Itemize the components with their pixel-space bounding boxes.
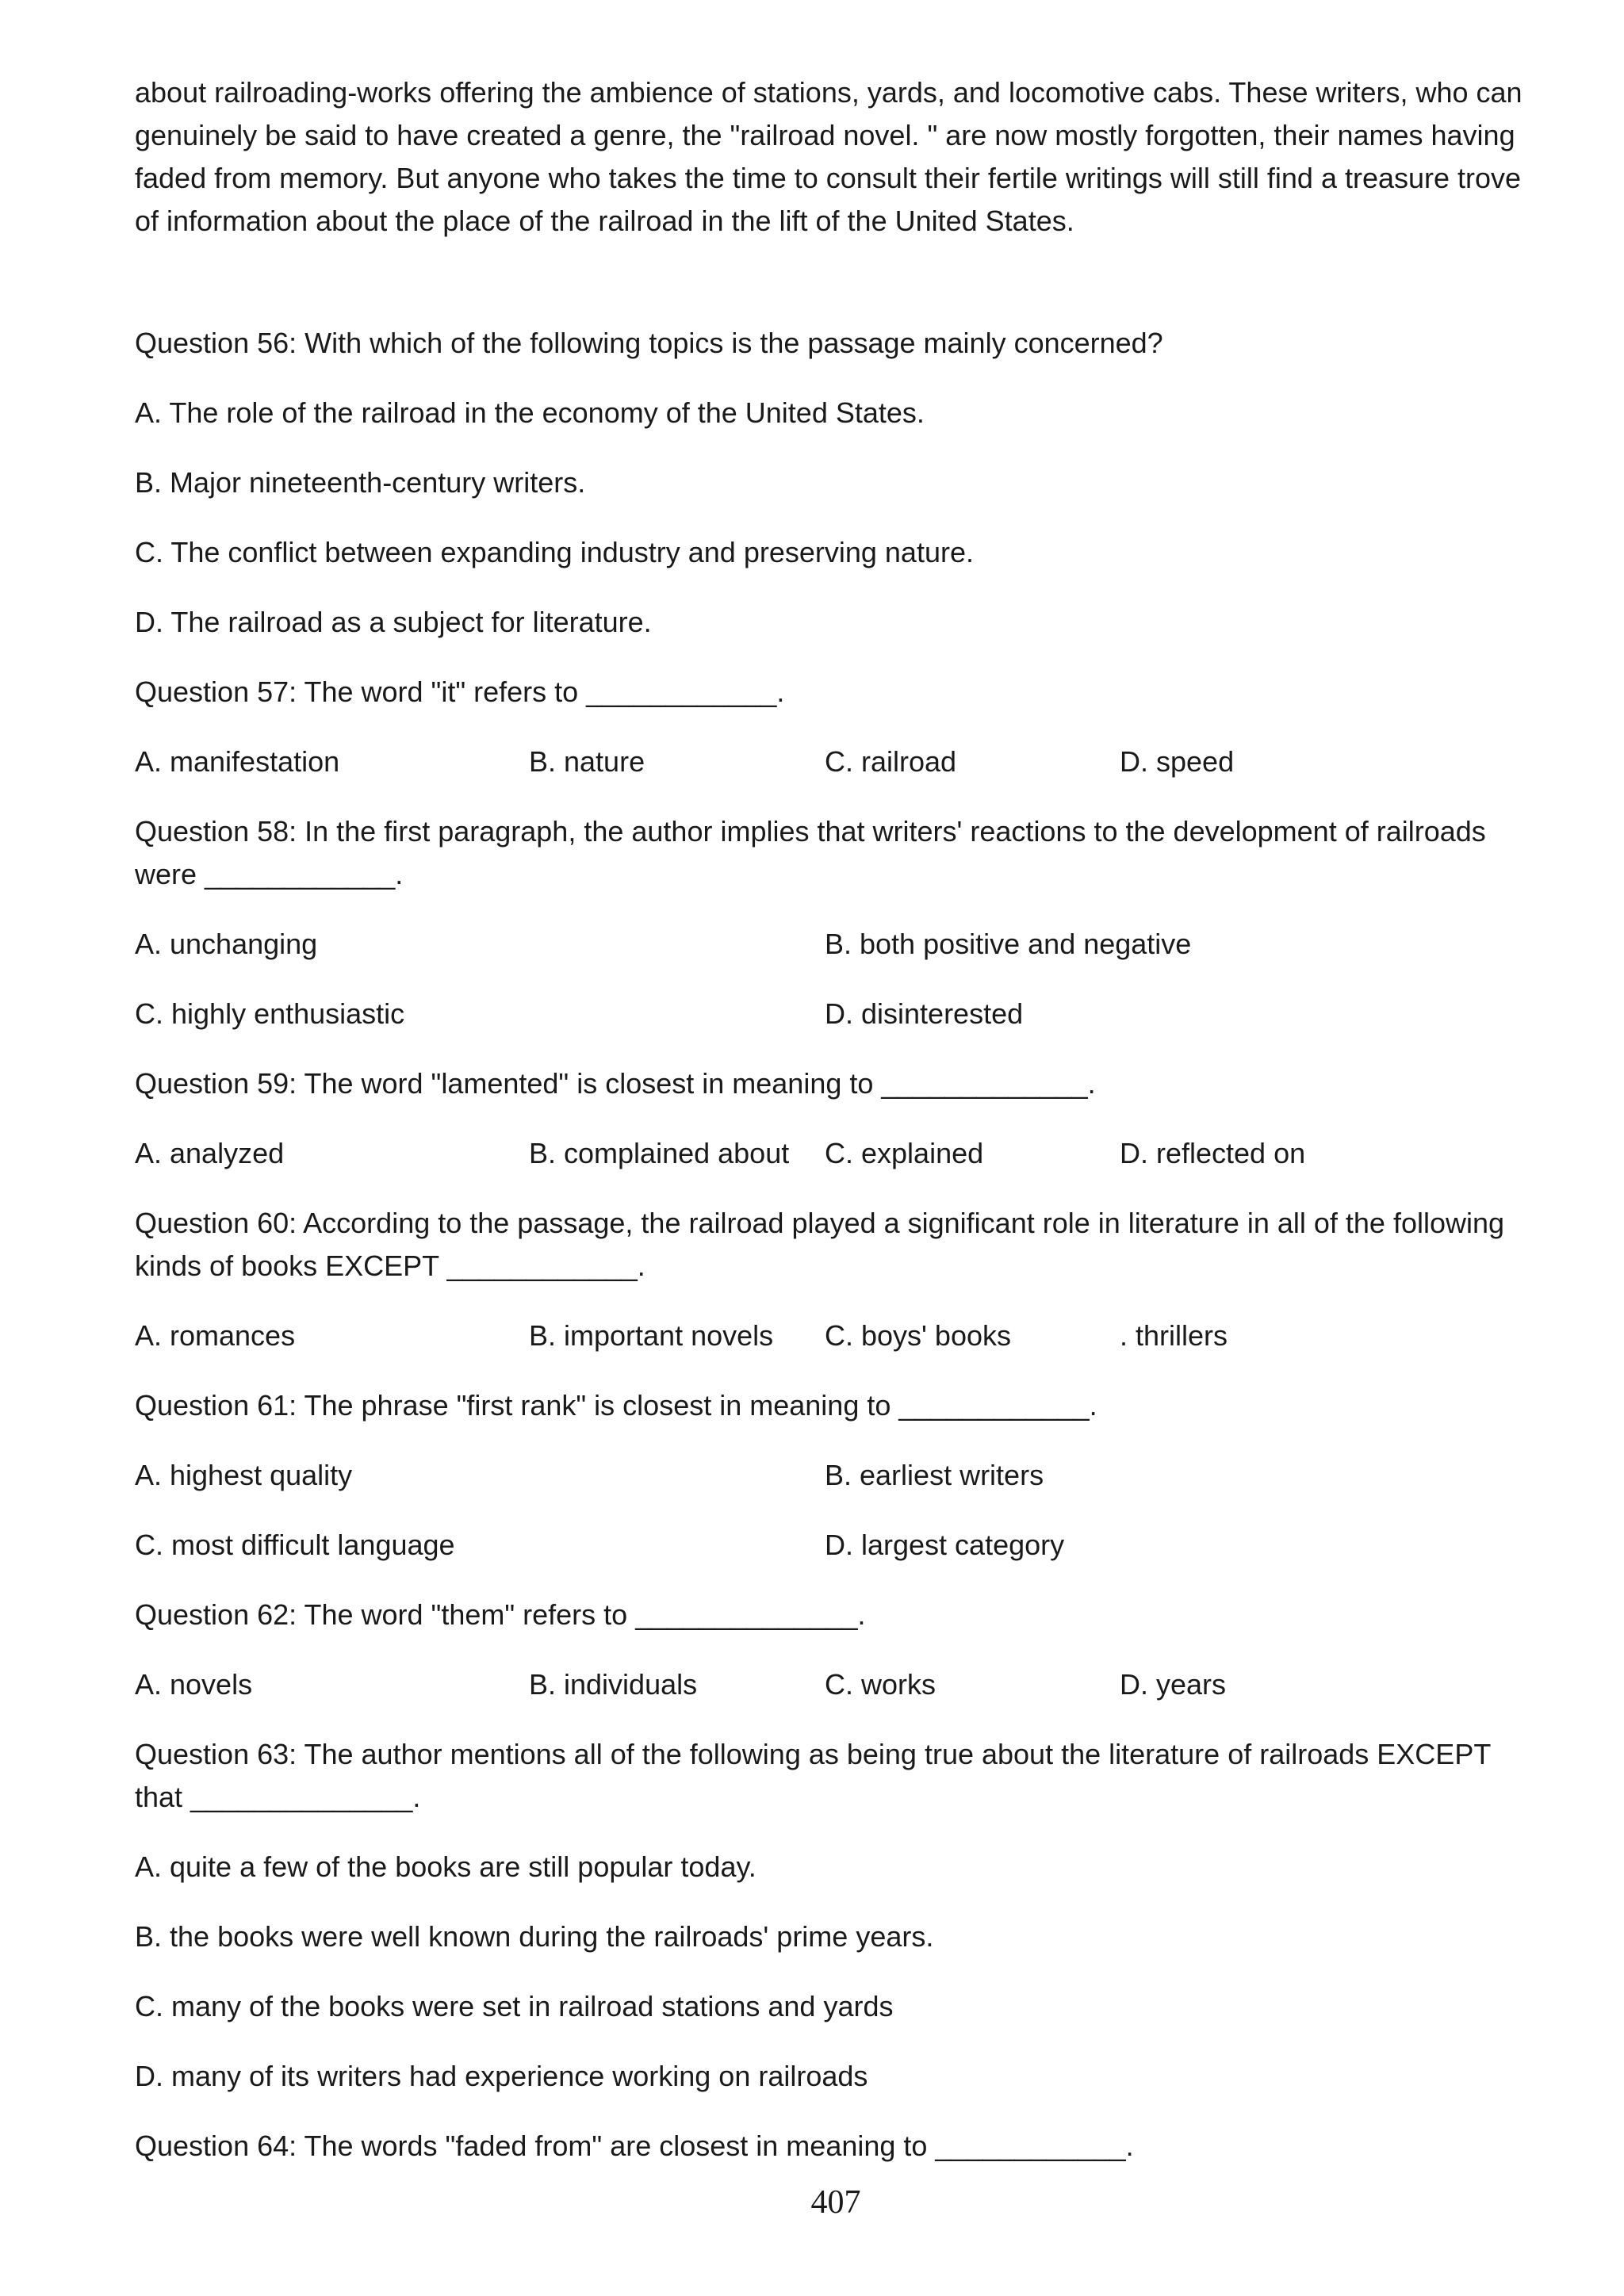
q61-option-d: D. largest category	[825, 1529, 1065, 1561]
q61-option-a: A. highest quality	[135, 1459, 353, 1491]
q56-option-c: C. The conflict between expanding industry and preserving nature.	[135, 536, 974, 568]
q59-option-b: B. complained about	[529, 1137, 790, 1169]
q61-options-row-2	[135, 1524, 1522, 1567]
q56-option-d: D. The railroad as a subject for literature.	[135, 606, 652, 638]
q62-option-a: A. novels	[135, 1668, 253, 1701]
q60-option-d: . thrillers	[1120, 1319, 1228, 1352]
q58-option-a: A. unchanging	[135, 928, 318, 960]
q61-options-row-1	[135, 1454, 1522, 1497]
question-64: Question 64: The words "faded from" are closest in meaning to ____________.	[135, 2130, 1134, 2162]
q60-option-c: C. boys' books	[825, 1319, 1011, 1352]
q58-option-b: B. both positive and negative	[825, 928, 1192, 960]
question-56: Question 56: With which of the following topics is the passage mainly concerned?	[135, 327, 1163, 359]
question-62: Question 62: The word "them" refers to ______________.	[135, 1598, 866, 1631]
passage-paragraph: about railroading-works offering the ambience of stations, yards, and locomotive cabs. These writers, who can genuinely be said to have created a genre, the "railroad novel. " are now mostly forgotten, their names having faded from memory. But anyone who takes the time to consult their fertile writings will still find a treasure trove of information about the place of the railroad in the lift of the United States.	[135, 76, 1522, 237]
q59-option-c: C. explained	[825, 1137, 984, 1169]
q59-options	[135, 1132, 1522, 1175]
q58-options-row-1	[135, 923, 1522, 966]
q58-option-d: D. disinterested	[825, 997, 1024, 1030]
q60-option-b: B. important novels	[529, 1319, 774, 1352]
q57-option-d: D. speed	[1120, 745, 1235, 778]
page-number: 407	[810, 2184, 861, 2221]
q63-option-d: D. many of its writers had experience working on railroads	[135, 2060, 868, 2092]
q62-option-d: D. years	[1120, 1668, 1227, 1701]
question-63: Question 63: The author mentions all of the following as being true about the literature of railroads EXCEPT that ______________.	[135, 1738, 1491, 1813]
q60-options	[135, 1314, 1522, 1357]
question-59: Question 59: The word "lamented" is closest in meaning to _____________.	[135, 1067, 1096, 1100]
q56-option-b: B. Major nineteenth-century writers.	[135, 466, 586, 499]
q58-option-c: C. highly enthusiastic	[135, 997, 405, 1030]
q60-option-a: A. romances	[135, 1319, 296, 1352]
q62-option-b: B. individuals	[529, 1668, 698, 1701]
q57-option-b: B. nature	[529, 745, 645, 778]
question-57: Question 57: The word "it" refers to ____________.	[135, 675, 785, 708]
question-61: Question 61: The phrase "first rank" is closest in meaning to ____________.	[135, 1389, 1097, 1422]
document-page	[135, 71, 1522, 2168]
q63-option-c: C. many of the books were set in railroad stations and yards	[135, 1990, 894, 2022]
q61-option-b: B. earliest writers	[825, 1459, 1044, 1491]
q58-options-row-2	[135, 993, 1522, 1035]
question-60: Question 60: According to the passage, the railroad played a significant role in literature in all of the following kinds of books EXCEPT ____________.	[135, 1207, 1505, 1282]
q62-options	[135, 1663, 1522, 1706]
q57-options	[135, 740, 1522, 783]
q57-option-c: C. railroad	[825, 745, 957, 778]
q62-option-c: C. works	[825, 1668, 936, 1701]
section-gap	[135, 243, 1522, 322]
q56-option-a: A. The role of the railroad in the economy of the United States.	[135, 396, 925, 429]
q63-option-b: B. the books were well known during the railroads' prime years.	[135, 1920, 934, 1953]
q57-option-a: A. manifestation	[135, 745, 340, 778]
question-58: Question 58: In the first paragraph, the author implies that writers' reactions to the development of railroads were ____________.	[135, 815, 1486, 890]
q59-option-a: A. analyzed	[135, 1137, 285, 1169]
q63-option-a: A. quite a few of the books are still popular today.	[135, 1850, 756, 1883]
q61-option-c: C. most difficult language	[135, 1529, 455, 1561]
q59-option-d: D. reflected on	[1120, 1137, 1306, 1169]
